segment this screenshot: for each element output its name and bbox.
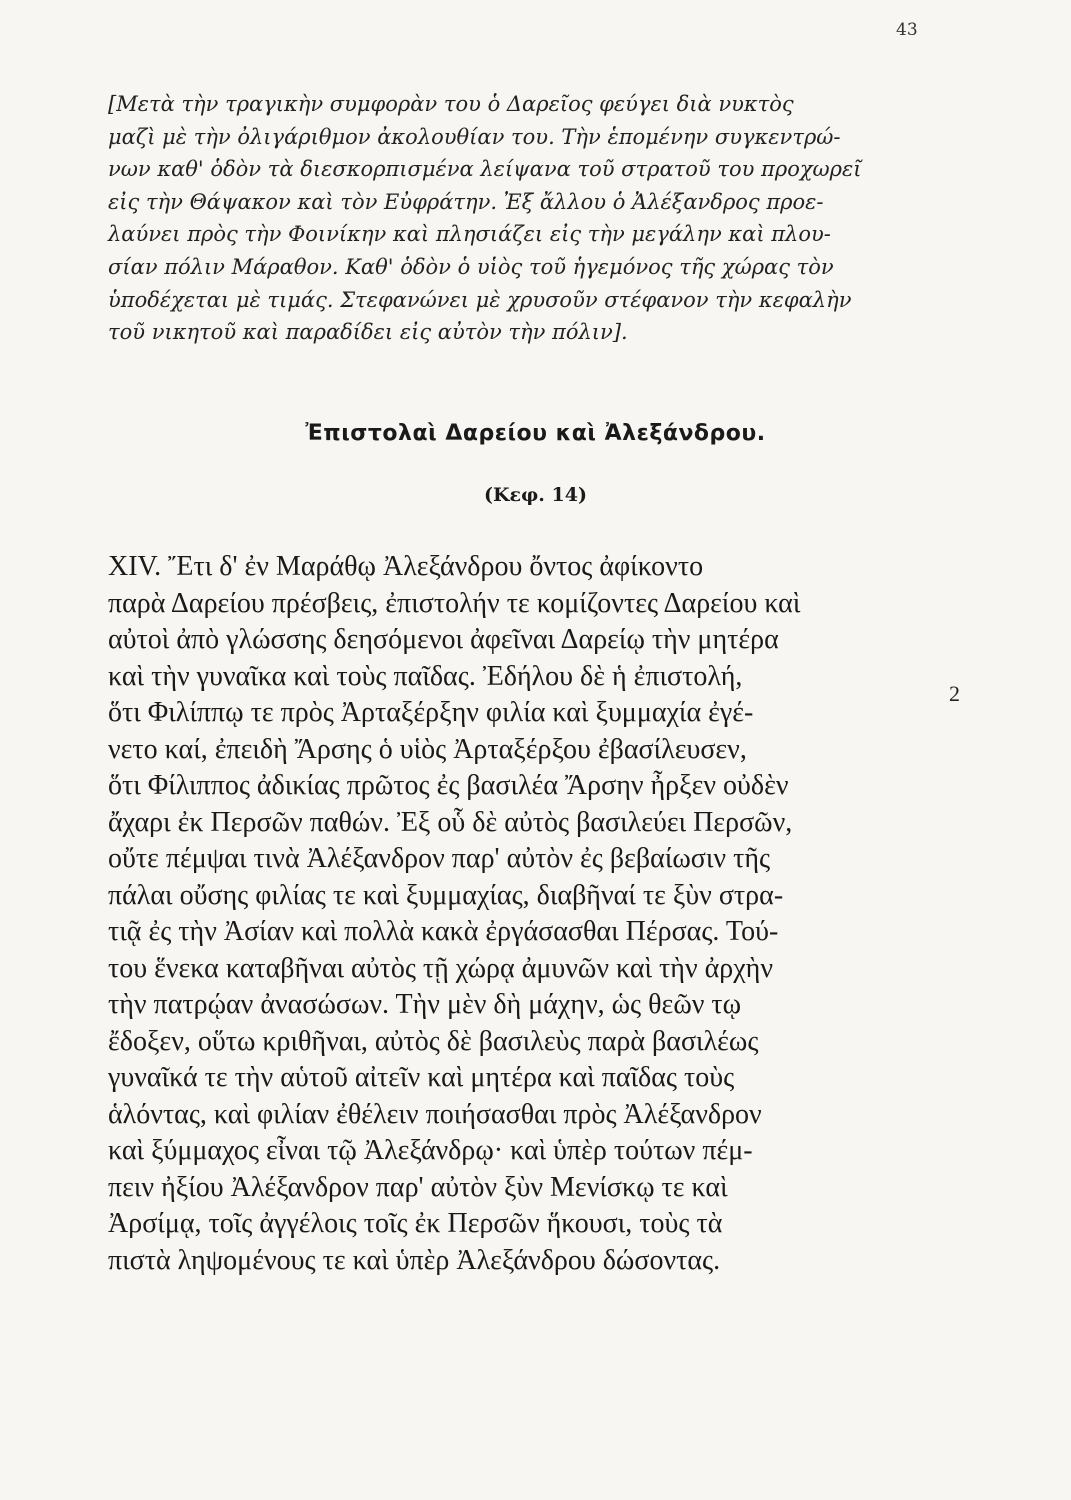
section-heading: Ἐπιστολαὶ Δαρείου καὶ Ἀλεξάνδρου. bbox=[305, 421, 766, 446]
text-line: αὐτοὶ ἀπὸ γλώσσης δεησόμενοι ἀφεῖναι Δαρείῳ τὴν μητέρα bbox=[108, 624, 779, 655]
text-line: πειν ἠξίου Ἀλέξανδρον παρ' αὐτὸν ξὺν Μενίσκῳ τε καὶ bbox=[108, 1171, 728, 1203]
text-line: του ἕνεκα καταβῆναι αὐτὸς τῇ χώρᾳ ἀμυνῶν καὶ τὴν ἀρχὴν bbox=[108, 952, 773, 984]
page-number: 43 bbox=[896, 20, 918, 40]
chapter-summary bbox=[108, 88, 938, 349]
summary-line: σίαν πόλιν Μάραθον. Καθ' ὁδὸν ὁ υἱὸς τοῦ ἡγεμόνος τῆς χώρας τὸν bbox=[108, 254, 834, 279]
margin-section-number: 2 bbox=[949, 681, 960, 706]
text-line: καὶ τὴν γυναῖκα καὶ τοὺς παῖδας. Ἐδήλου δὲ ἡ ἐπιστολή, bbox=[108, 660, 743, 692]
text-line: ἁλόντας, καὶ φιλίαν ἐθέλειν ποιήσασθαι πρὸς Ἀλέξανδρον bbox=[108, 1098, 762, 1130]
text-line: τὴν πατρῴαν ἀνασώσων. Τὴν μὲν δὴ μάχην, ὡς θεῶν τῳ bbox=[108, 989, 742, 1020]
text-line: Ἀρσίμᾳ, τοῖς ἀγγέλοις τοῖς ἐκ Περσῶν ἥκουσι, τοὺς τὰ bbox=[108, 1208, 723, 1239]
text-line: ἄχαρι ἐκ Περσῶν παθών. Ἐξ οὗ δὲ αὐτὸς βασιλεύει Περσῶν, bbox=[108, 806, 793, 838]
text-line: οὔτε πέμψαι τινὰ Ἀλέξανδρον παρ' αὐτὸν ἐς βεβαίωσιν τῆς bbox=[108, 843, 771, 874]
summary-line: λαύνει πρὸς τὴν Φοινίκην καὶ πλησιάζει εἰς τὴν μεγάλην καὶ πλου- bbox=[108, 222, 831, 247]
summary-line: ὑποδέχεται μὲ τιμάς. Στεφανώνει μὲ χρυσοῦν στέφανον τὴν κεφαλὴν bbox=[108, 287, 852, 312]
text-line: XIV. Ἔτι δ' ἐν Μαράθῳ Ἀλεξάνδρου ὄντος ἀφίκοντο bbox=[108, 551, 704, 582]
text-line: πάλαι οὔσης φιλίας τε καὶ ξυμμαχίας, διαβῆναί τε ξὺν στρα- bbox=[108, 879, 784, 911]
text-line: παρὰ Δαρείου πρέσβεις, ἐπιστολήν τε κομίζοντες Δαρείου καὶ bbox=[108, 587, 801, 619]
text-line: ἔδοξεν, οὕτω κριθῆναι, αὐτὸς δὲ βασιλεὺς παρὰ βασιλέως bbox=[108, 1025, 759, 1057]
summary-line: νων καθ' ὁδὸν τὰ διεσκορπισμένα λείψανα τοῦ στρατοῦ του προχωρεῖ bbox=[108, 157, 862, 182]
text-line: νετο καί, ἐπειδὴ Ἄρσης ὁ υἱὸς Ἀρταξέρξου ἐβασίλευσεν, bbox=[108, 733, 747, 765]
summary-line: μαζὶ μὲ τὴν ὀλιγάριθμον ἀκολουθίαν του. Τὴν ἑπομένην συγκεντρώ- bbox=[108, 124, 841, 149]
text-line: καὶ ξύμμαχος εἶναι τῷ Ἀλεξάνδρῳ· καὶ ὑπὲρ τούτων πέμ- bbox=[108, 1135, 753, 1166]
text-line: ὅτι Φιλίππῳ τε πρὸς Ἀρταξέρξην φιλία καὶ ξυμμαχία ἐγέ- bbox=[108, 697, 754, 728]
text-line: γυναῖκά τε τὴν αὑτοῦ αἰτεῖν καὶ μητέρα καὶ παῖδας τοὺς bbox=[108, 1062, 735, 1093]
text-line: ὅτι Φίλιππος ἀδικίας πρῶτος ἐς βασιλέα Ἄρσην ἦρξεν οὐδὲν bbox=[108, 770, 789, 801]
summary-line: [Μετὰ τὴν τραγικὴν συμφορὰν του ὁ Δαρεῖος φεύγει διὰ νυκτὸς bbox=[108, 92, 794, 116]
text-line: πιστὰ ληψομένους τε καὶ ὑπὲρ Ἀλεξάνδρου δώσοντας. bbox=[108, 1244, 721, 1276]
text-line: τιᾷ ἐς τὴν Ἀσίαν καὶ πολλὰ κακὰ ἐργάσασθαι Πέρσας. Τού- bbox=[108, 916, 779, 947]
greek-text bbox=[108, 549, 938, 1279]
chapter-reference: (Κεφ. 14) bbox=[484, 484, 587, 506]
summary-line: τοῦ νικητοῦ καὶ παραδίδει εἰς αὐτὸν τὴν πόλιν]. bbox=[108, 320, 628, 345]
summary-line: εἰς τὴν Θάψακον καὶ τὸν Εὐφράτην. Ἐξ ἄλλου ὁ Ἀλέξανδρος προε- bbox=[108, 189, 824, 214]
